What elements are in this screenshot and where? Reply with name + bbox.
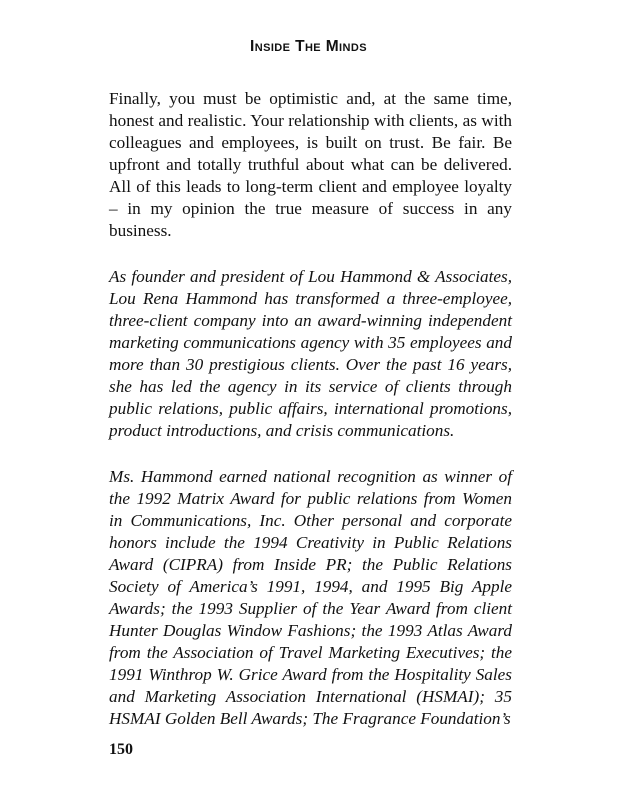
page-number: 150 xyxy=(109,741,133,758)
running-header: Inside The Minds xyxy=(250,38,367,55)
author-bio-paragraph-1: As founder and president of Lou Hammond & Associates, Lou Rena Hammond has transformed a three-employee, three-client company into an award-winning independent marketing communications agency with 35 employees and more than 30 prestigious clients. Over the past 16 years, she has led the agency in its service of clients through public relations, public affairs, international promotions, product introductions, and crisis communications. xyxy=(109,267,512,441)
author-bio-paragraph-2: Ms. Hammond earned national recognition as winner of the 1992 Matrix Award for public relations from Women in Communications, Inc. Other personal and corporate honors include the 1994 Creativity in Public Relations Award (CIPRA) from Inside PR; the Public Relations Society of America’s 1991, 1994, and 1995 Big Apple Awards; the 1993 Supplier of the Year Award from client Hunter Douglas Window Fashions; the 1993 Atlas Award from the Association of Travel Marketing Executives; the 1991 Winthrop W. Grice Award from the Hospitality Sales and Marketing Association International (HSMAI); 35 HSMAI Golden Bell Awards; The Fragrance Foundation’s xyxy=(109,467,512,729)
closing-paragraph: Finally, you must be optimistic and, at the same time, honest and realistic. Your relationship with clients, as with colleagues and employees, is built on trust. Be fair. Be upfront and totally truthful about what can be delivered. All of this leads to long-term client and employee loyalty – in my opinion the true measure of success in any business. xyxy=(109,89,512,241)
